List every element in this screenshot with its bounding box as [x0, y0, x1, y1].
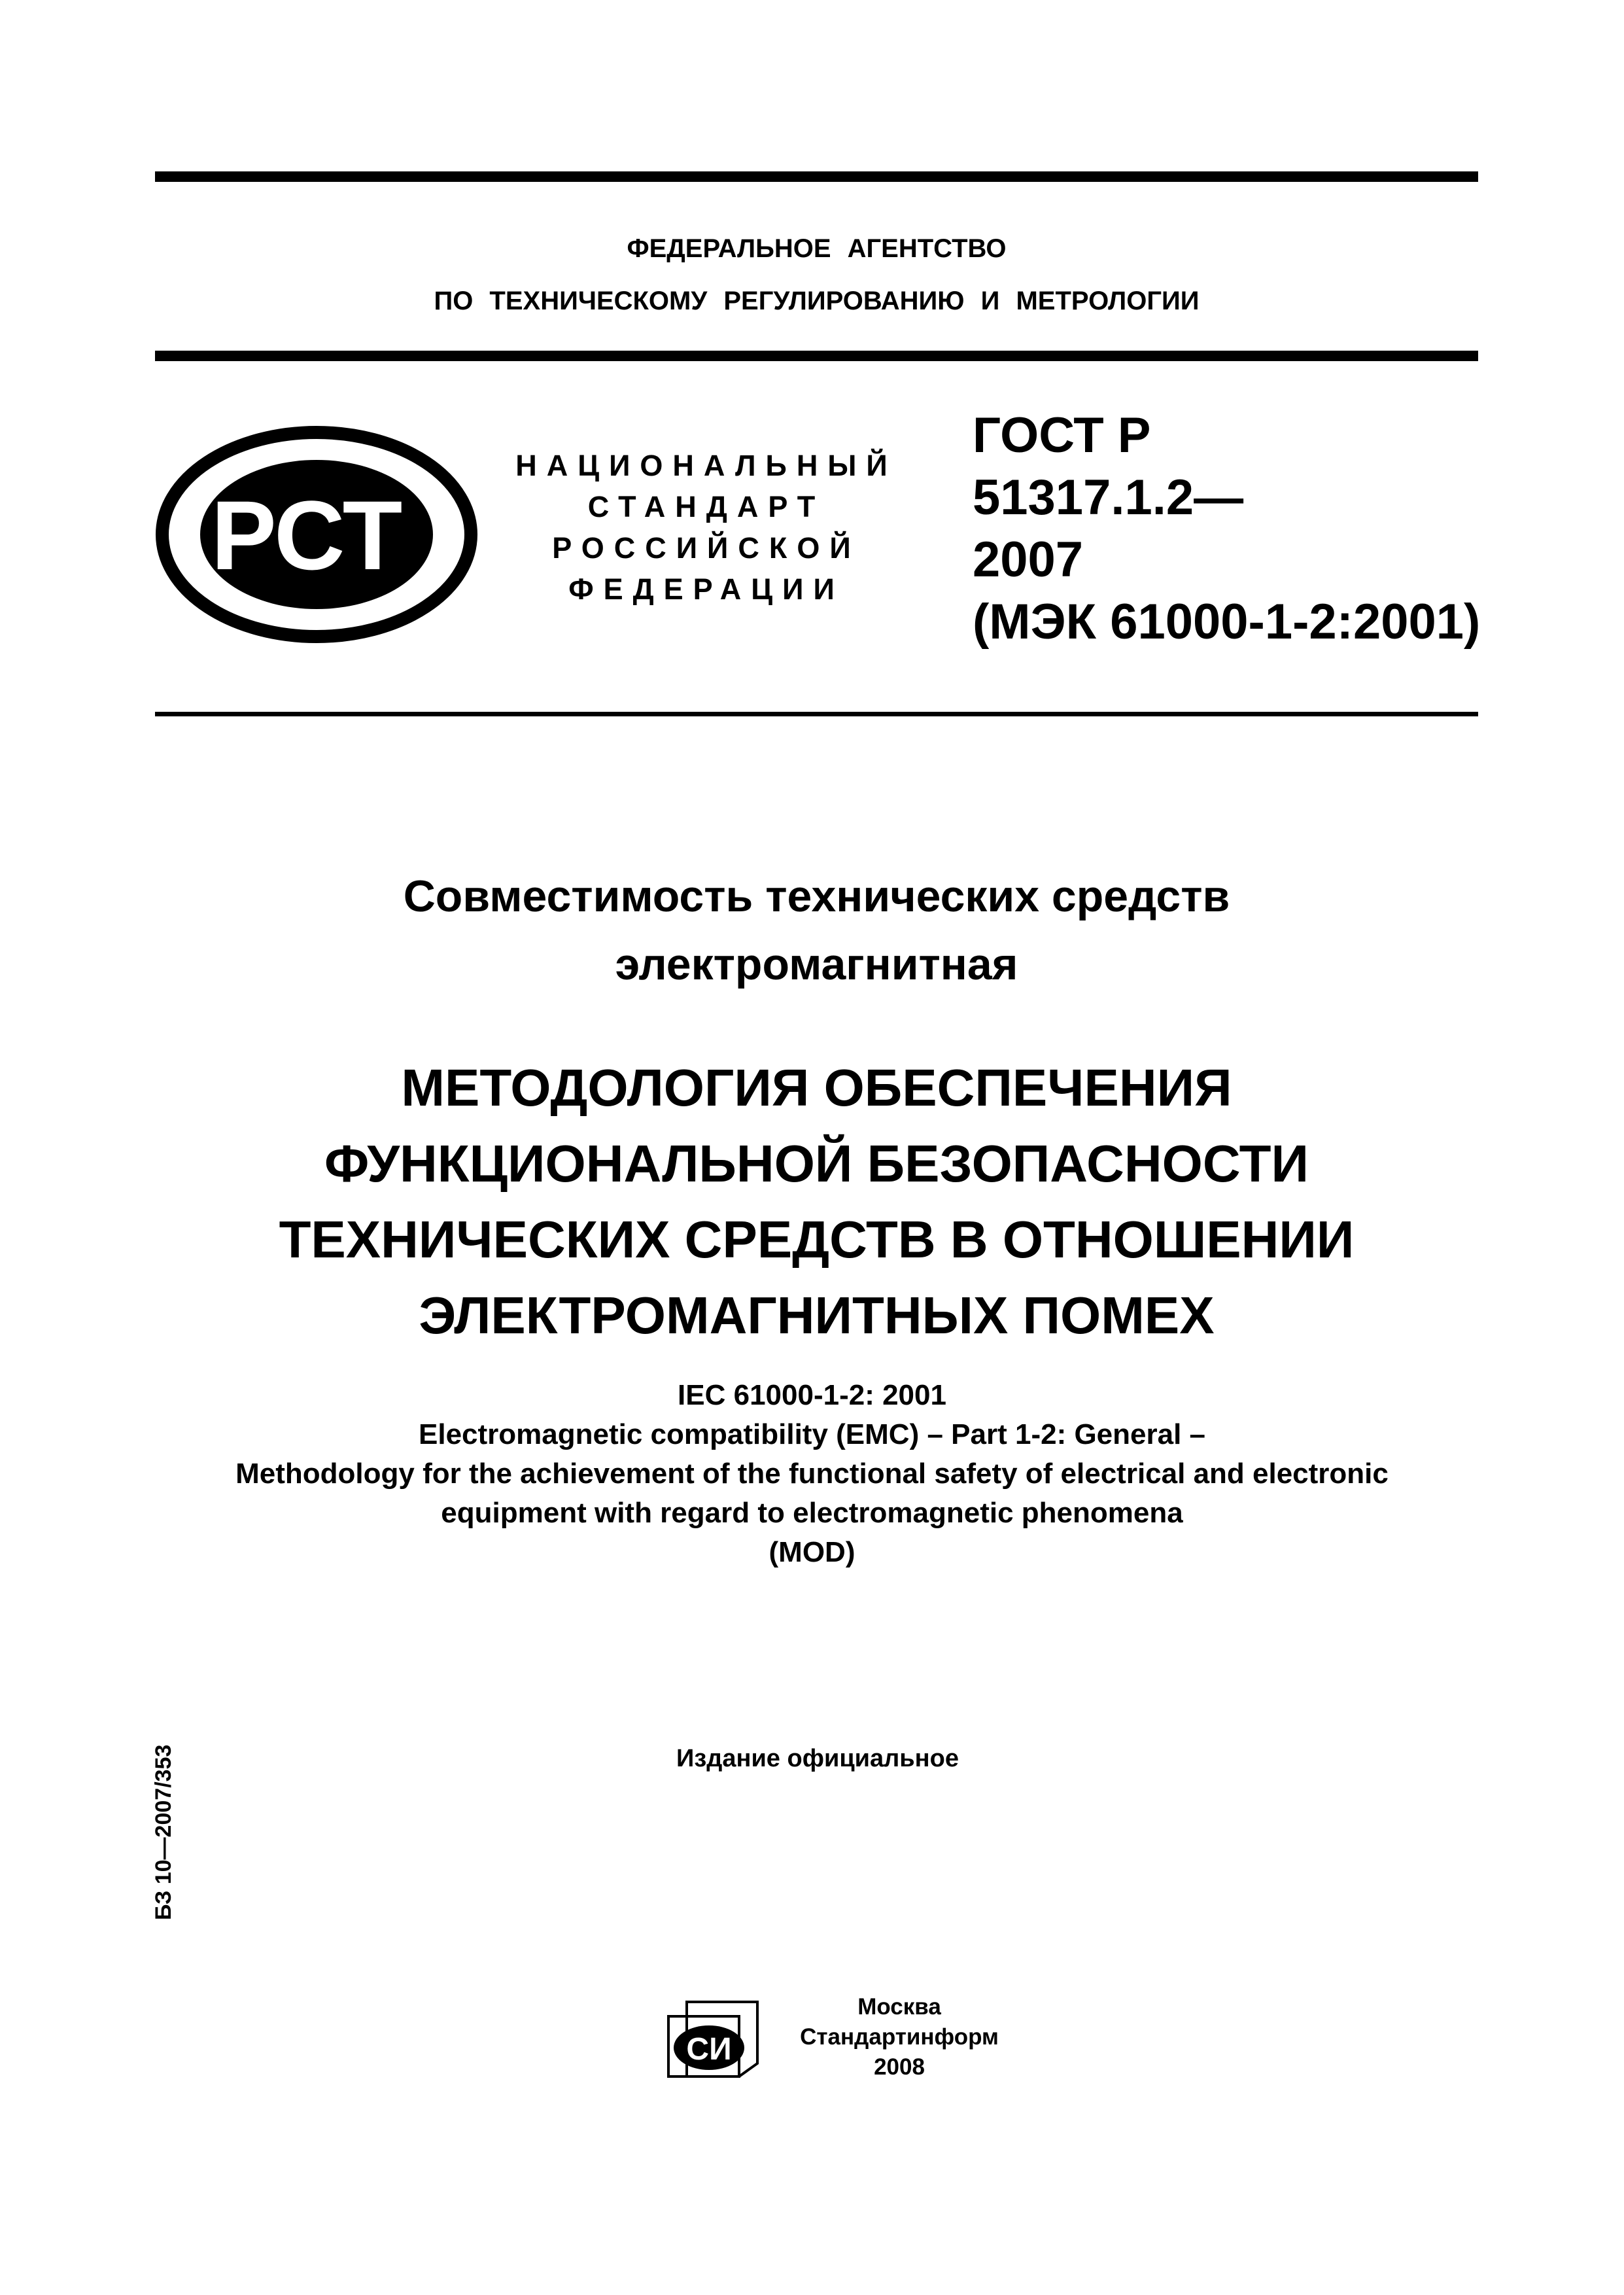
- edition-note: Издание официальное: [676, 1745, 959, 1772]
- bottom-rule: [155, 712, 1478, 716]
- designation-line-4: (МЭК 61000-1-2:2001): [973, 594, 1481, 650]
- subtitle-line-2: ФУНКЦИОНАЛЬНОЙ БЕЗОПАСНОСТИ: [324, 1134, 1309, 1193]
- agency-line-1: ФЕДЕРАЛЬНОЕ АГЕНТСТВО: [627, 234, 1007, 263]
- iec-line-5: (MOD): [769, 1536, 855, 1568]
- designation-line-3: 2007: [973, 532, 1084, 587]
- publisher-name: Стандартинформ: [800, 2024, 999, 2050]
- standartinform-logo: [667, 1997, 759, 2082]
- natstd-line-1: НАЦИОНАЛЬНЫЙ: [515, 449, 897, 482]
- iec-line-3: Methodology for the achievement of the functional safety of electrical and electronic: [235, 1458, 1389, 1490]
- si-logo-text: СИ: [686, 2032, 732, 2067]
- top-rule: [155, 171, 1478, 182]
- subtitle-line-3: ТЕХНИЧЕСКИХ СРЕДСТВ В ОТНОШЕНИИ: [279, 1210, 1355, 1269]
- gost-logo-text: РСТ: [211, 480, 403, 590]
- iec-reference: [131, 1376, 1493, 1572]
- publisher-info: [775, 1992, 1024, 2082]
- publisher-city: Москва: [857, 1994, 941, 2020]
- natstd-line-2: СТАНДАРТ: [587, 490, 825, 523]
- iec-line-1: IEC 61000-1-2: 2001: [678, 1379, 946, 1411]
- side-code: БЗ 10—2007/353: [151, 1744, 176, 1920]
- designation-line-1: ГОСТ Р: [973, 408, 1151, 463]
- natstd-line-4: ФЕДЕРАЦИИ: [568, 572, 844, 606]
- agency-line-2: ПО ТЕХНИЧЕСКОМУ РЕГУЛИРОВАНИЮ И МЕТРОЛОГИИ: [434, 287, 1200, 315]
- subtitle-line-1: МЕТОДОЛОГИЯ ОБЕСПЕЧЕНИЯ: [401, 1059, 1232, 1117]
- natstd-line-3: РОССИЙСКОЙ: [552, 531, 861, 565]
- iec-line-4: equipment with regard to electromagnetic phenomena: [441, 1497, 1183, 1529]
- document-title: [155, 862, 1478, 998]
- middle-rule: [155, 351, 1478, 361]
- publisher-year: 2008: [874, 2054, 925, 2080]
- document-subtitle: [155, 1050, 1478, 1354]
- iec-line-2: Electromagnetic compatibility (EMC) – Part 1-2: General –: [419, 1418, 1205, 1450]
- agency-header: [155, 222, 1478, 327]
- title-line-2: электромагнитная: [615, 939, 1018, 989]
- national-standard-label: [484, 445, 929, 610]
- designation-line-2: 51317.1.2—: [973, 470, 1244, 525]
- title-line-1: Совместимость технических средств: [403, 871, 1230, 921]
- gost-r-logo: [155, 425, 479, 644]
- subtitle-line-4: ЭЛЕКТРОМАГНИТНЫХ ПОМЕХ: [419, 1286, 1215, 1344]
- standard-designation: [973, 404, 1480, 653]
